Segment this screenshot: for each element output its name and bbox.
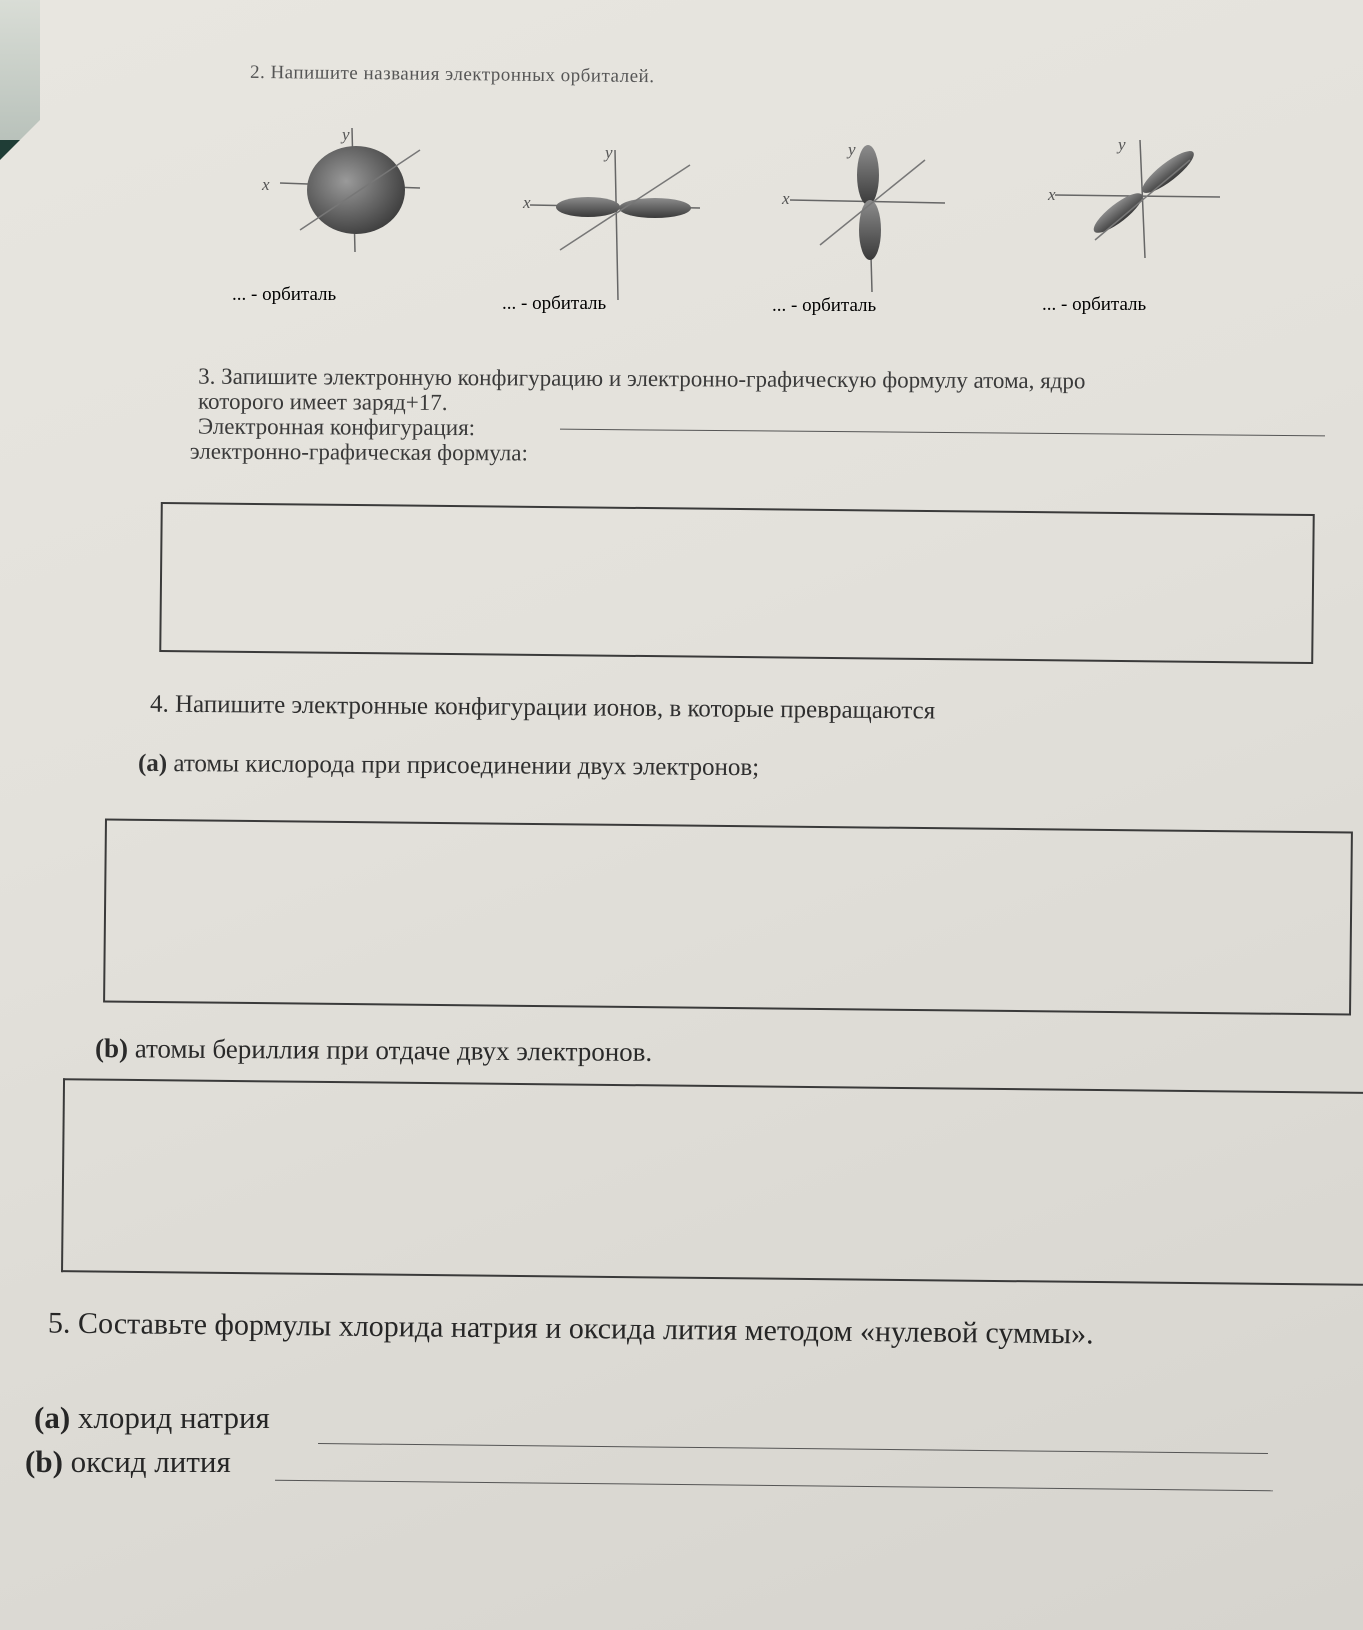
py-orbital-icon (781, 140, 945, 292)
task3-config-label: Электронная конфигурация: (197, 413, 476, 441)
orbital-label-1: ... - орбиталь (232, 284, 337, 305)
orbital-label-2: ... - орбиталь (502, 293, 607, 314)
task5-b-marker: (b) (25, 1444, 63, 1479)
task4-b-text: атомы бериллия при отдаче двух электронов. (134, 1033, 653, 1067)
task5-a (34, 1400, 270, 1436)
task5-b (25, 1444, 231, 1480)
task4-b-answer-box[interactable] (61, 1078, 1363, 1286)
task4-b-marker: (b) (94, 1033, 129, 1064)
task2-title: 2. Напишите названия электронных орбиталей. (249, 61, 655, 88)
orbital-label-3: ... - орбиталь (772, 295, 877, 316)
formula-answer-box[interactable] (159, 502, 1315, 664)
task5-b-text: оксид лития (70, 1444, 231, 1479)
task5-title: 5. Составьте формулы хлорида натрия и оксида лития методом «нулевой суммы». (47, 1306, 1094, 1351)
svg-text:y: y (1118, 135, 1126, 154)
task5-a-text: хлорид натрия (77, 1400, 270, 1435)
axis-x-label: x (262, 175, 270, 194)
task5-a-marker: (a) (34, 1400, 71, 1435)
svg-text:x: x (782, 189, 790, 208)
task4-title: 4. Напишите электронные конфигурации ионов, в которые превращаются (149, 690, 936, 725)
task4-a-text: атомы кислорода при присоединении двух электронов; (173, 750, 760, 782)
task4-a-marker: (a) (137, 749, 168, 778)
svg-text:x: x (1048, 185, 1056, 204)
task4-b (95, 1033, 652, 1068)
task4-a (138, 750, 759, 782)
orbital-diagrams (0, 0, 1363, 330)
task3-line2: которого имеет заряд+17. (198, 388, 448, 415)
svg-text:x: x (523, 193, 531, 212)
task4-a-answer-box[interactable] (103, 818, 1353, 1015)
task3-formula-label: электронно-графическая формула: (189, 438, 528, 466)
orbital-label-4: ... - орбиталь (1042, 294, 1147, 315)
pz-orbital-icon (1047, 135, 1220, 258)
task3-line1: 3. Запишите электронную конфигурацию и электронно-графическую формулу атома, ядро (198, 363, 1086, 394)
task3-text (189, 363, 1086, 469)
svg-text:y: y (605, 143, 613, 162)
px-orbital-icon (522, 143, 700, 300)
s-orbital-icon (261, 125, 420, 252)
axis-y-label: y (342, 125, 350, 144)
svg-text:y: y (848, 140, 856, 159)
